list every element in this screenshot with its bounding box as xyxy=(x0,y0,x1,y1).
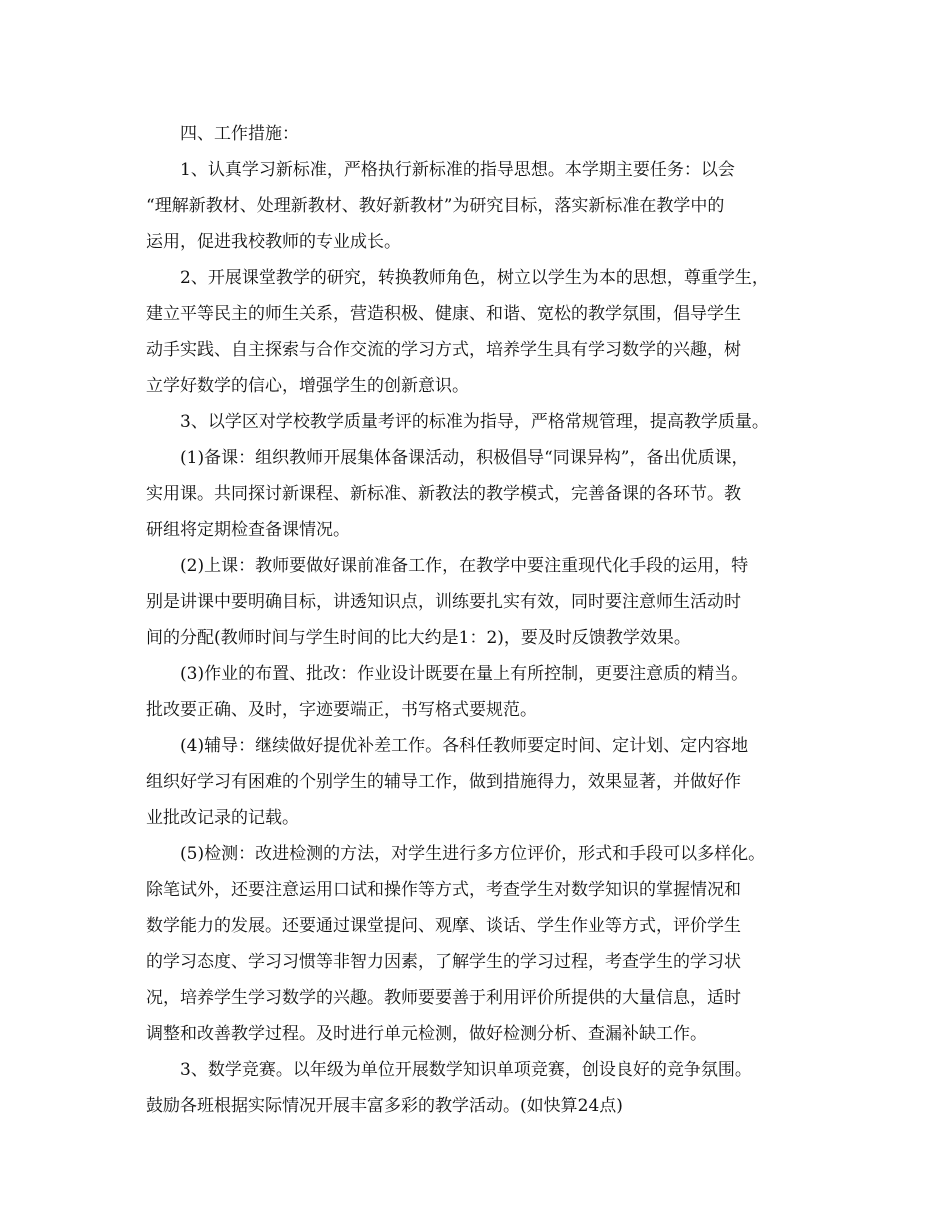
text-line: 动手实践、自主探索与合作交流的学习方式，培养学生具有学习数学的兴趣，树 xyxy=(146,340,741,360)
text-line: 组织好学习有困难的个别学生的辅导工作，做到措施得力，效果显著，并做好作 xyxy=(146,772,741,792)
text-line: 研组将定期检查备课情况。 xyxy=(146,520,350,540)
text-line: 调整和改善教学过程。及时进行单元检测，做好检测分析、查漏补缺工作。 xyxy=(146,1024,707,1044)
text-line: 2、开展课堂教学的研究，转换教师角色，树立以学生为本的思想，尊重学生， xyxy=(180,268,769,288)
text-line: 立学好数学的信心，增强学生的创新意识。 xyxy=(146,376,469,396)
text-line: 数学能力的发展。还要通过课堂提问、观摩、谈话、学生作业等方式，评价学生 xyxy=(146,916,741,936)
text-line: 况，培养学生学习数学的兴趣。教师要要善于利用评价所提供的大量信息，适时 xyxy=(146,988,741,1008)
text-line: (2)上课：教师要做好课前准备工作，在教学中要注重现代化手段的运用，特 xyxy=(180,556,749,576)
text-line: 3、数学竞赛。以年级为单位开展数学知识单项竞赛，创设良好的竞争氛围。 xyxy=(180,1060,752,1080)
text-line: 建立平等民主的师生关系，营造积极、健康、和谐、宽松的教学氛围，倡导学生 xyxy=(146,304,741,324)
text-line: 间的分配(教师时间与学生时间的比大约是1：2)，要及时反馈教学效果。 xyxy=(146,628,691,648)
text-line: 业批改记录的记载。 xyxy=(146,808,299,828)
text-line: 的学习态度、学习习惯等非智力因素，了解学生的学习过程，考查学生的学习状 xyxy=(146,952,741,972)
text-line: (5)检测：改进检测的方法，对学生进行多方位评价，形式和手段可以多样化。 xyxy=(180,844,766,864)
text-line: (1)备课：组织教师开展集体备课活动，积极倡导“同课异构”，备出优质课， xyxy=(180,448,749,468)
text-line: 除笔试外，还要注意运用口试和操作等方式，考查学生对数学知识的掌握情况和 xyxy=(146,880,741,900)
text-line: 1、认真学习新标准，严格执行新标准的指导思想。本学期主要任务：以会 xyxy=(180,160,735,180)
text-line: (4)辅导：继续做好提优补差工作。各科任教师要定时间、定计划、定内容地 xyxy=(180,736,749,756)
text-line: 运用，促进我校教师的专业成长。 xyxy=(146,232,401,252)
text-line: 3、以学区对学校教学质量考评的标准为指导，严格常规管理，提高教学质量。 xyxy=(180,412,769,432)
text-line: (3)作业的布置、批改：作业设计既要在量上有所控制，更要注意质的精当。 xyxy=(180,664,749,684)
text-line: 四、工作措施： xyxy=(180,124,299,144)
document-body xyxy=(146,116,826,1124)
text-line: 实用课。共同探讨新课程、新标准、新教法的教学模式，完善备课的各环节。教 xyxy=(146,484,741,504)
text-line: “理解新教材、处理新教材、教好新教材”为研究目标，落实新标准在教学中的 xyxy=(146,196,725,216)
text-line: 批改要正确、及时，字迹要端正，书写格式要规范。 xyxy=(146,700,537,720)
text-line: 别是讲课中要明确目标，讲透知识点，训练要扎实有效，同时要注意师生活动时 xyxy=(146,592,741,612)
text-line: 鼓励各班根据实际情况开展丰富多彩的教学活动。(如快算24点) xyxy=(146,1096,623,1116)
